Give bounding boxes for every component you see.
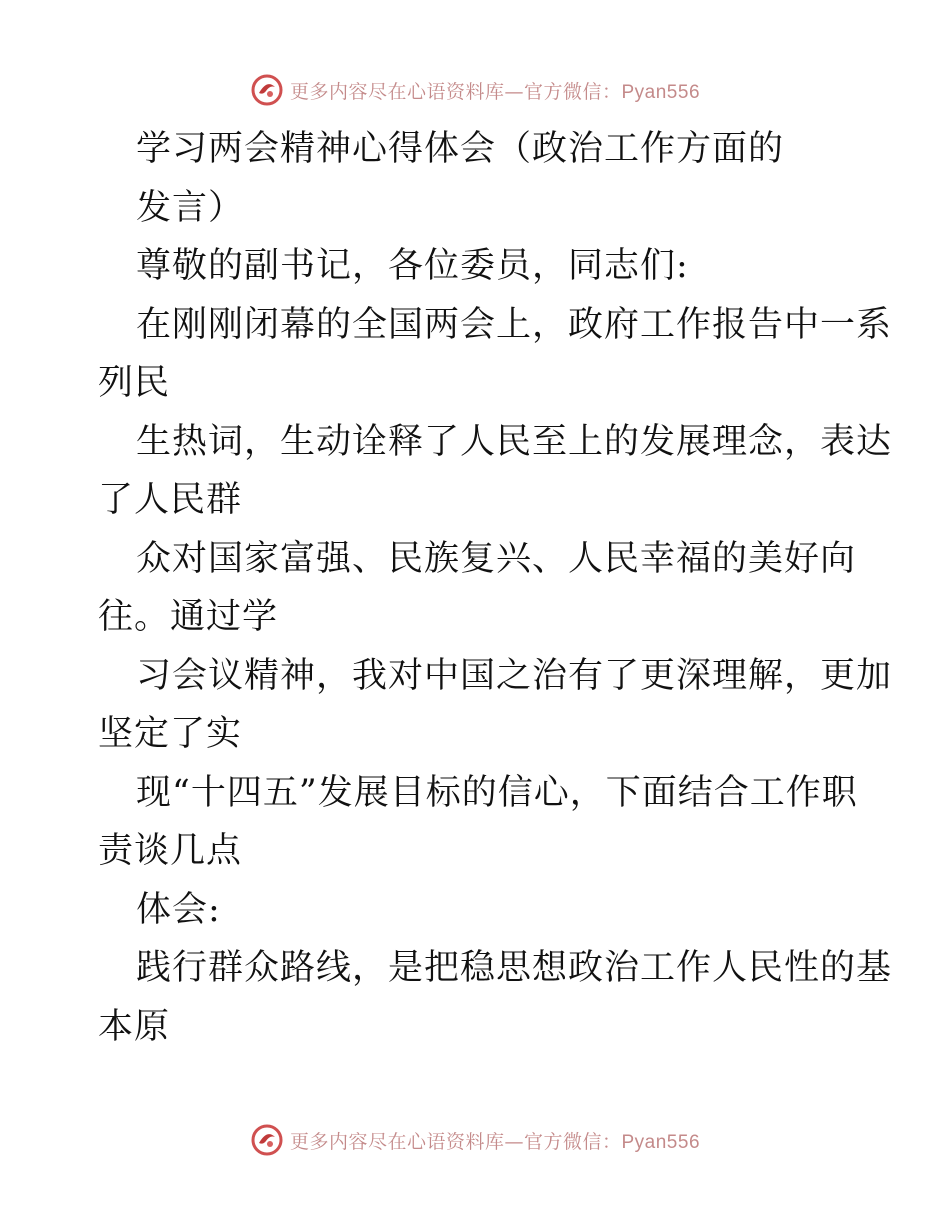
document-line: 本原 xyxy=(98,1006,171,1047)
document-line: 践行群众路线，是把稳思想政治工作人民性的基 xyxy=(136,948,893,988)
document-line: 现“十四五”发展目标的信心，下面结合工作职 xyxy=(136,772,858,813)
document-line: 习会议精神，我对中国之治有了更深理解，更加 xyxy=(136,655,893,696)
document-body xyxy=(98,120,893,1056)
document-line: 往。通过学 xyxy=(98,597,279,637)
document-line: 列民 xyxy=(98,363,171,403)
document-line: 了人民群 xyxy=(98,480,243,520)
document-line: 学习两会精神心得体会（政治工作方面的 xyxy=(136,129,785,169)
footer-banner-inner xyxy=(250,1123,700,1157)
document-line: 众对国家富强、民族复兴、人民幸福的美好向 xyxy=(136,538,857,579)
header-banner xyxy=(0,70,950,110)
footer-banner-text: 更多内容尽在心语资料库—官方微信：Pyan556 xyxy=(289,1130,701,1153)
document-line: 生热词，生动诠释了人民至上的发展理念，表达 xyxy=(136,421,893,462)
footer-wechat-id: Pyan556 xyxy=(621,1131,701,1153)
header-wechat-id: Pyan556 xyxy=(621,81,701,103)
header-banner-inner xyxy=(250,73,700,107)
document-line: 坚定了实 xyxy=(98,714,243,754)
document-line: 尊敬的副书记，各位委员，同志们: xyxy=(136,246,689,286)
document-line: 体会: xyxy=(136,889,221,930)
footer-banner xyxy=(0,1120,950,1160)
document-line: 责谈几点 xyxy=(98,831,243,871)
header-banner-text: 更多内容尽在心语资料库—官方微信：Pyan556 xyxy=(289,80,701,103)
document-line: 在刚刚闭幕的全国两会上，政府工作报告中一系 xyxy=(136,304,893,345)
red-swirl-logo-icon xyxy=(250,73,284,107)
red-swirl-logo-icon xyxy=(250,1123,284,1157)
document-line: 发言） xyxy=(136,187,245,228)
